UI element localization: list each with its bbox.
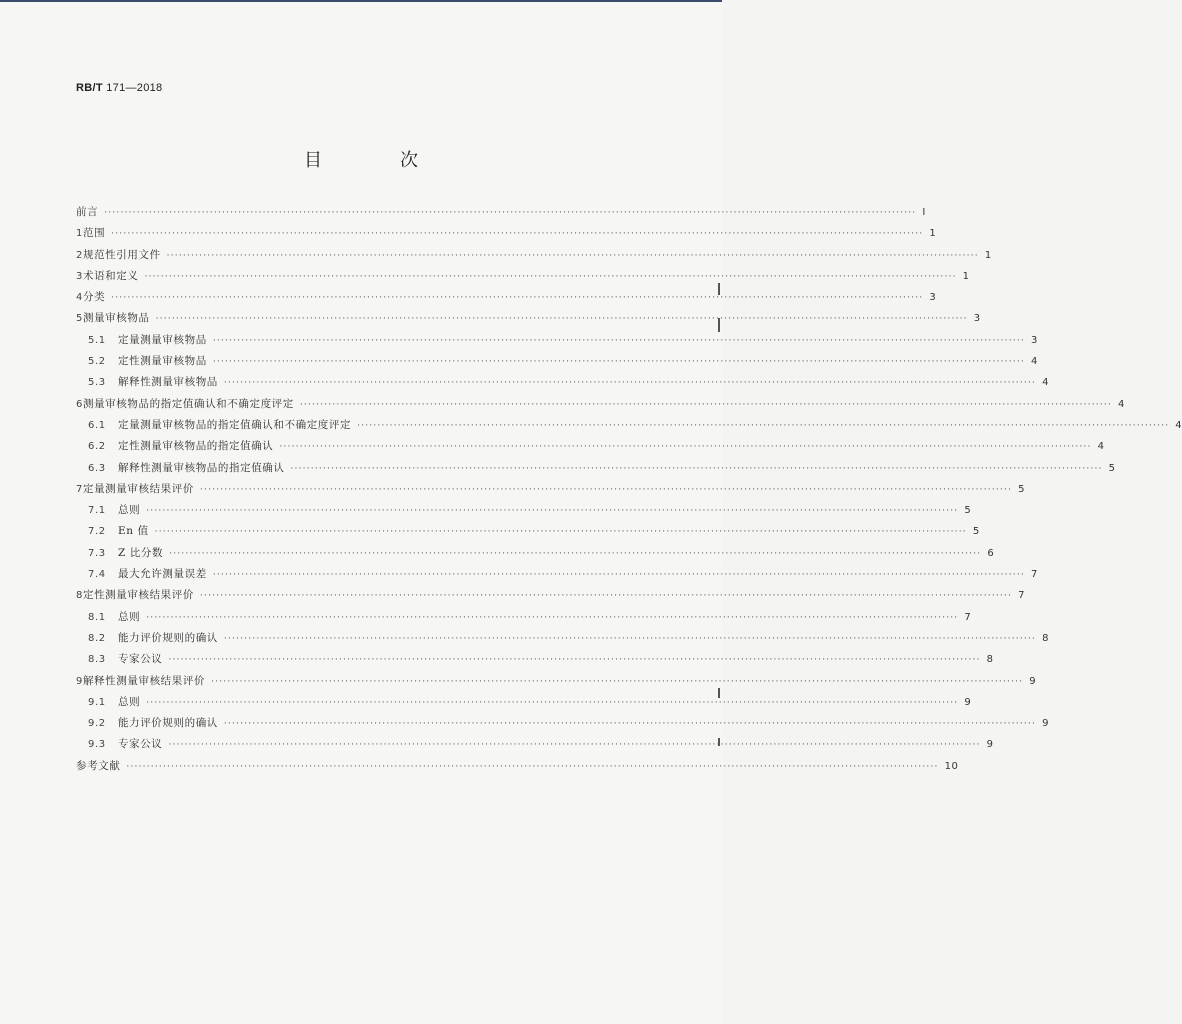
toc-entry-number: 5.3: [88, 377, 106, 389]
toc-page-number: 7: [964, 611, 972, 623]
toc-entry[interactable]: [76, 223, 937, 244]
document-code-number: 171—2018: [106, 82, 163, 94]
toc-entry-number: 9.2: [88, 718, 106, 730]
toc-entry-label: 术语和定义: [82, 269, 139, 282]
toc-entry[interactable]: [76, 500, 972, 521]
toc-entry-label: 定量测量审核物品: [118, 333, 207, 346]
toc-entry-number: 3: [76, 270, 83, 282]
toc-page-number: 6: [987, 547, 995, 559]
toc-entry[interactable]: [76, 521, 980, 542]
toc-page-number: 4: [1097, 441, 1105, 453]
toc-entry-label: 最大允许测量误差: [118, 568, 207, 581]
toc-dot-leader: ········································································································································································································: [111, 293, 924, 304]
toc-dot-leader: ········································································································································································································: [199, 591, 1013, 602]
toc-page-number: 8: [1042, 632, 1050, 644]
toc-entry-number: 7.3: [88, 547, 106, 559]
toc-dot-leader: ········································································································································································································: [211, 676, 1024, 687]
toc-entry[interactable]: [76, 372, 1050, 393]
toc-entry-number: 9.3: [88, 739, 106, 751]
toc-entry-label: En 值: [118, 525, 149, 538]
toc-dot-leader: ········································································································································································································: [168, 655, 981, 666]
toc-dot-leader: ········································································································································································································: [146, 697, 959, 708]
toc-dot-leader: ········································································································································································································: [199, 484, 1013, 495]
toc-entry-label: 分类: [82, 291, 106, 304]
toc-page-number: 9: [986, 739, 994, 751]
toc-dot-leader: ········································································································································································································: [299, 399, 1113, 410]
toc-entry[interactable]: [76, 415, 1182, 436]
toc-dot-leader: ········································································································································································································: [146, 612, 959, 623]
toc-entry-label: 能力评价规则的确认: [118, 631, 218, 644]
toc-dot-leader: ········································································································································································································: [279, 442, 1092, 453]
toc-entry-number: 8.2: [88, 632, 106, 644]
toc-entry-number: 5.1: [88, 334, 106, 346]
toc-entry-number: 5: [76, 313, 83, 325]
toc-entry-number: 7.1: [88, 505, 106, 517]
toc-entry[interactable]: [76, 351, 1038, 372]
toc-page-number: 3: [973, 313, 981, 325]
toc-page-number: 5: [964, 505, 972, 517]
toc-dot-leader: ········································································································································································································: [357, 420, 1170, 431]
toc-page-number: 5: [972, 526, 980, 538]
toc-page-number: 5: [1018, 483, 1026, 495]
toc-dot-leader: ········································································································································································································: [155, 314, 968, 325]
toc-entry-label: 规范性引用文件: [82, 248, 161, 261]
scan-top-border: [0, 0, 722, 2]
toc-page-number: 3: [1030, 334, 1038, 346]
toc-dot-leader: ········································································································································································································: [223, 719, 1037, 730]
toc-entry-label: 总则: [118, 695, 141, 708]
toc-entry-label: 定量测量审核结果评价: [82, 482, 194, 495]
toc-page-number: 9: [1042, 718, 1050, 730]
toc-entry[interactable]: [76, 649, 994, 670]
toc-page-number: 4: [1118, 398, 1126, 410]
toc-page-number: 1: [929, 228, 937, 240]
document-code: [76, 82, 162, 94]
toc-entry-number: 5.2: [88, 356, 106, 368]
toc-page-number: 4: [1175, 419, 1182, 431]
toc-entry[interactable]: [76, 692, 972, 713]
toc-page-number: 4: [1042, 377, 1050, 389]
toc-entry-label: 解释性测量审核物品: [118, 376, 218, 389]
toc-entry-number: 7: [76, 483, 83, 495]
toc-entry[interactable]: [76, 585, 1026, 606]
toc-dot-leader: ········································································································································································································: [223, 378, 1037, 389]
toc-dot-leader: ········································································································································································································: [104, 208, 917, 218]
toc-entry-number: 6: [76, 398, 83, 410]
toc-entry[interactable]: [76, 202, 926, 223]
toc-entry[interactable]: [76, 543, 995, 564]
toc-dot-leader: ········································································································································································································: [212, 357, 1025, 368]
toc-dot-leader: ········································································································································································································: [290, 463, 1103, 474]
toc-page-number: 9: [964, 696, 972, 708]
toc-dot-leader: ········································································································································································································: [144, 271, 957, 282]
toc-page-number: 5: [1108, 462, 1116, 474]
toc-dot-leader: ········································································································································································································: [212, 570, 1025, 581]
toc-entry[interactable]: [76, 394, 1126, 415]
toc-page-number: 4: [1030, 356, 1038, 368]
toc-entry[interactable]: [76, 607, 972, 628]
toc-dot-leader: ········································································································································································································: [166, 250, 979, 261]
toc-entry-number: 6.2: [88, 441, 106, 453]
toc-entry-number: 7.2: [88, 526, 106, 538]
toc-page-number: 7: [1018, 590, 1026, 602]
table-of-contents: [76, 202, 1182, 777]
toc-entry-label: 解释性测量审核物品的指定值确认: [118, 461, 285, 474]
toc-entry-number: 6.1: [88, 419, 106, 431]
toc-entry[interactable]: [76, 756, 959, 777]
toc-page-number: 1: [984, 249, 992, 261]
toc-entry[interactable]: [76, 330, 1038, 351]
toc-entry-label: 定量测量审核物品的指定值确认和不确定度评定: [118, 418, 352, 431]
toc-entry[interactable]: [76, 266, 970, 287]
toc-entry-label: 测量审核物品的指定值确认和不确定度评定: [82, 397, 294, 410]
document-code-prefix: RB/T: [76, 82, 103, 94]
toc-entry[interactable]: [76, 564, 1038, 585]
toc-entry-label: 前言: [76, 206, 99, 218]
toc-entry-number: 4: [76, 292, 83, 304]
toc-entry[interactable]: [76, 308, 981, 329]
toc-entry-label: Z 比分数: [118, 546, 164, 559]
toc-entry-label: 专家公议: [118, 738, 163, 751]
toc-entry[interactable]: [76, 245, 992, 266]
toc-entry-number: 8.3: [88, 654, 106, 666]
toc-page-number: 3: [929, 292, 937, 304]
toc-page-number: Ⅰ: [922, 207, 926, 218]
toc-entry-label: 定性测量审核物品的指定值确认: [118, 440, 274, 453]
toc-entry[interactable]: [76, 628, 1050, 649]
toc-dot-leader: ········································································································································································································: [146, 506, 959, 517]
toc-entry-number: 7.4: [88, 569, 106, 581]
toc-entry-label: 参考文献: [76, 759, 121, 772]
toc-entry-label: 定性测量审核结果评价: [82, 589, 194, 602]
toc-entry[interactable]: [76, 458, 1116, 479]
toc-entry-label: 能力评价规则的确认: [118, 717, 218, 730]
toc-entry-label: 总则: [118, 504, 141, 517]
toc-entry-number: 8: [76, 590, 83, 602]
toc-dot-leader: ········································································································································································································: [169, 548, 982, 559]
toc-entry[interactable]: [76, 713, 1050, 734]
toc-entry-number: 1: [76, 228, 83, 240]
toc-page-number: 9: [1029, 675, 1037, 687]
toc-dot-leader: ········································································································································································································: [223, 633, 1037, 644]
toc-entry-number: 9: [76, 675, 83, 687]
toc-dot-leader: ········································································································································································································: [111, 229, 924, 240]
page-title: 目 次: [304, 150, 448, 171]
toc-entry-number: 2: [76, 249, 83, 261]
toc-entry[interactable]: [76, 287, 937, 308]
toc-dot-leader: ········································································································································································································: [126, 761, 939, 772]
toc-entry-number: 9.1: [88, 696, 106, 708]
toc-dot-leader: ········································································································································································································: [212, 335, 1025, 346]
toc-dot-leader: ········································································································································································································: [168, 740, 981, 751]
toc-entry[interactable]: [76, 671, 1037, 692]
toc-entry[interactable]: [76, 436, 1105, 457]
toc-entry[interactable]: [76, 479, 1026, 500]
toc-entry-label: 定性测量审核物品: [118, 355, 207, 368]
toc-entry-number: 6.3: [88, 462, 106, 474]
toc-entry-label: 总则: [118, 610, 141, 623]
toc-entry-label: 专家公议: [118, 653, 163, 666]
toc-entry[interactable]: [76, 734, 994, 755]
toc-page-number: 7: [1030, 569, 1038, 581]
toc-entry-label: 范围: [82, 227, 106, 240]
toc-dot-leader: ········································································································································································································: [154, 527, 967, 538]
toc-page-number: 10: [944, 760, 959, 772]
toc-page-number: 1: [962, 270, 970, 282]
toc-page-number: 8: [986, 654, 994, 666]
toc-entry-label: 解释性测量审核结果评价: [82, 674, 206, 687]
toc-entry-label: 测量审核物品: [82, 312, 150, 325]
toc-entry-number: 8.1: [88, 611, 106, 623]
